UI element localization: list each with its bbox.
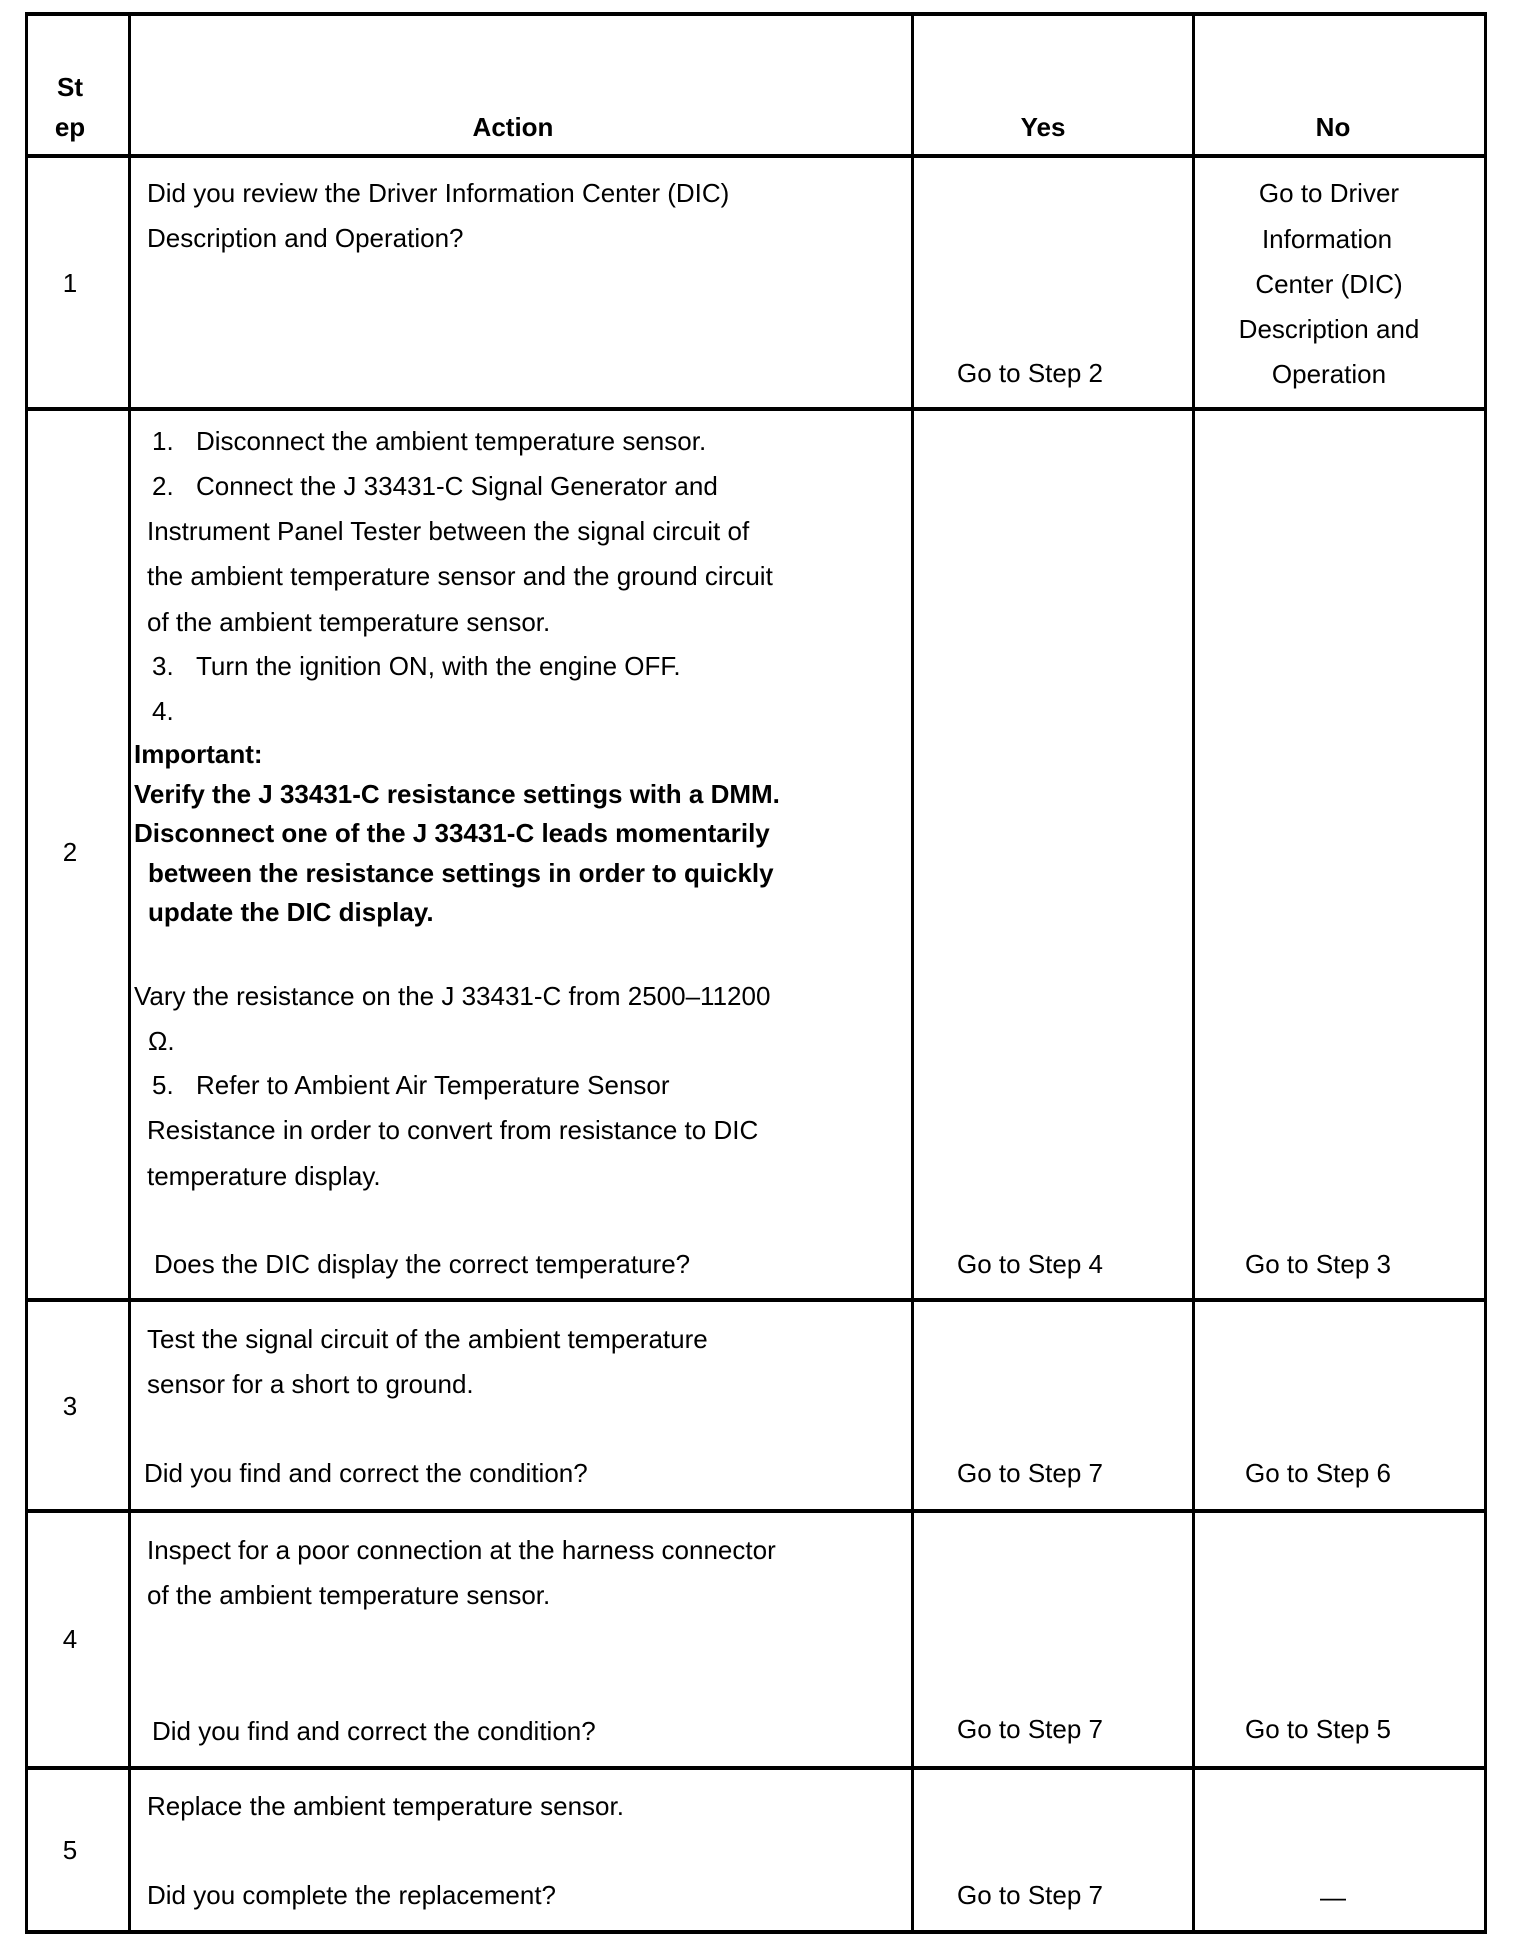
step-number: 5 <box>62 1835 78 1865</box>
action-text: the ambient temperature sensor and the ground circuit <box>147 561 773 591</box>
action-text: Ω. <box>148 1026 175 1056</box>
yes-result: Go to Step 7 <box>957 1458 1103 1488</box>
item-number: 3. <box>152 651 174 681</box>
table-border-left <box>25 12 28 1934</box>
column-divider <box>911 12 914 1934</box>
header-no: No <box>1315 112 1351 142</box>
row-divider <box>25 1509 1487 1513</box>
important-text: update the DIC display. <box>148 897 434 927</box>
no-result: Go to Step 6 <box>1245 1458 1391 1488</box>
table-border-top <box>25 12 1487 16</box>
no-result: Go to Step 5 <box>1245 1714 1391 1744</box>
step-number: 2 <box>62 837 78 867</box>
yes-result: Go to Step 4 <box>957 1249 1103 1279</box>
action-text: Vary the resistance on the J 33431-C from 2500–11200 <box>134 981 771 1011</box>
yes-result: Go to Step 7 <box>957 1714 1103 1744</box>
action-text: Test the signal circuit of the ambient temperature <box>147 1324 708 1354</box>
action-text: Description and Operation? <box>147 223 464 253</box>
table-border-bottom <box>25 1930 1487 1934</box>
item-number: 1. <box>152 426 174 456</box>
table-border-right <box>1484 12 1487 1934</box>
header-yes: Yes <box>1020 112 1066 142</box>
action-text: of the ambient temperature sensor. <box>147 607 551 637</box>
action-text: sensor for a short to ground. <box>147 1369 474 1399</box>
question-text: Did you find and correct the condition? <box>144 1458 588 1488</box>
action-text: Did you review the Driver Information Center (DIC) <box>147 178 730 208</box>
important-text: Disconnect one of the J 33431-C leads momentarily <box>134 818 770 848</box>
action-text: Resistance in order to convert from resistance to DIC <box>147 1115 759 1145</box>
action-text: Turn the ignition ON, with the engine OFF. <box>196 651 681 681</box>
step-number: 3 <box>62 1391 78 1421</box>
no-result: Information <box>1261 224 1393 254</box>
action-text: temperature display. <box>147 1161 381 1191</box>
important-text: between the resistance settings in order to quickly <box>148 858 774 888</box>
action-text: Refer to Ambient Air Temperature Sensor <box>196 1070 670 1100</box>
row-divider <box>25 1298 1487 1302</box>
question-text: Does the DIC display the correct temperature? <box>154 1249 691 1279</box>
column-divider <box>128 12 131 1934</box>
row-divider <box>25 1766 1487 1770</box>
no-result: Description and <box>1238 314 1420 344</box>
no-result: Operation <box>1271 359 1387 389</box>
important-label: Important: <box>134 739 263 769</box>
action-text: Replace the ambient temperature sensor. <box>147 1791 624 1821</box>
header-action: Action <box>472 112 554 142</box>
yes-result: Go to Step 2 <box>957 358 1103 388</box>
column-divider <box>1192 12 1195 1934</box>
important-text: Verify the J 33431-C resistance settings with a DMM. <box>134 779 780 809</box>
header-step: ep <box>54 112 86 142</box>
item-number: 5. <box>152 1070 174 1100</box>
yes-result: Go to Step 7 <box>957 1880 1103 1910</box>
action-text: Instrument Panel Tester between the signal circuit of <box>147 516 750 546</box>
item-number: 4. <box>152 696 174 726</box>
no-result: Center (DIC) <box>1255 269 1403 299</box>
row-divider <box>25 407 1487 411</box>
question-text: Did you find and correct the condition? <box>152 1716 596 1746</box>
step-number: 4 <box>62 1624 78 1654</box>
action-text: Disconnect the ambient temperature sensor. <box>196 426 707 456</box>
action-text: Connect the J 33431-C Signal Generator and <box>196 471 718 501</box>
header-divider <box>25 154 1487 158</box>
step-number: 1 <box>62 268 78 298</box>
item-number: 2. <box>152 471 174 501</box>
no-result: — <box>1320 1882 1346 1912</box>
action-text: Inspect for a poor connection at the harness connector <box>147 1535 776 1565</box>
action-text: of the ambient temperature sensor. <box>147 1580 551 1610</box>
no-result: Go to Driver <box>1258 178 1400 208</box>
header-step: St <box>57 72 83 102</box>
question-text: Did you complete the replacement? <box>147 1880 557 1910</box>
no-result: Go to Step 3 <box>1245 1249 1391 1279</box>
